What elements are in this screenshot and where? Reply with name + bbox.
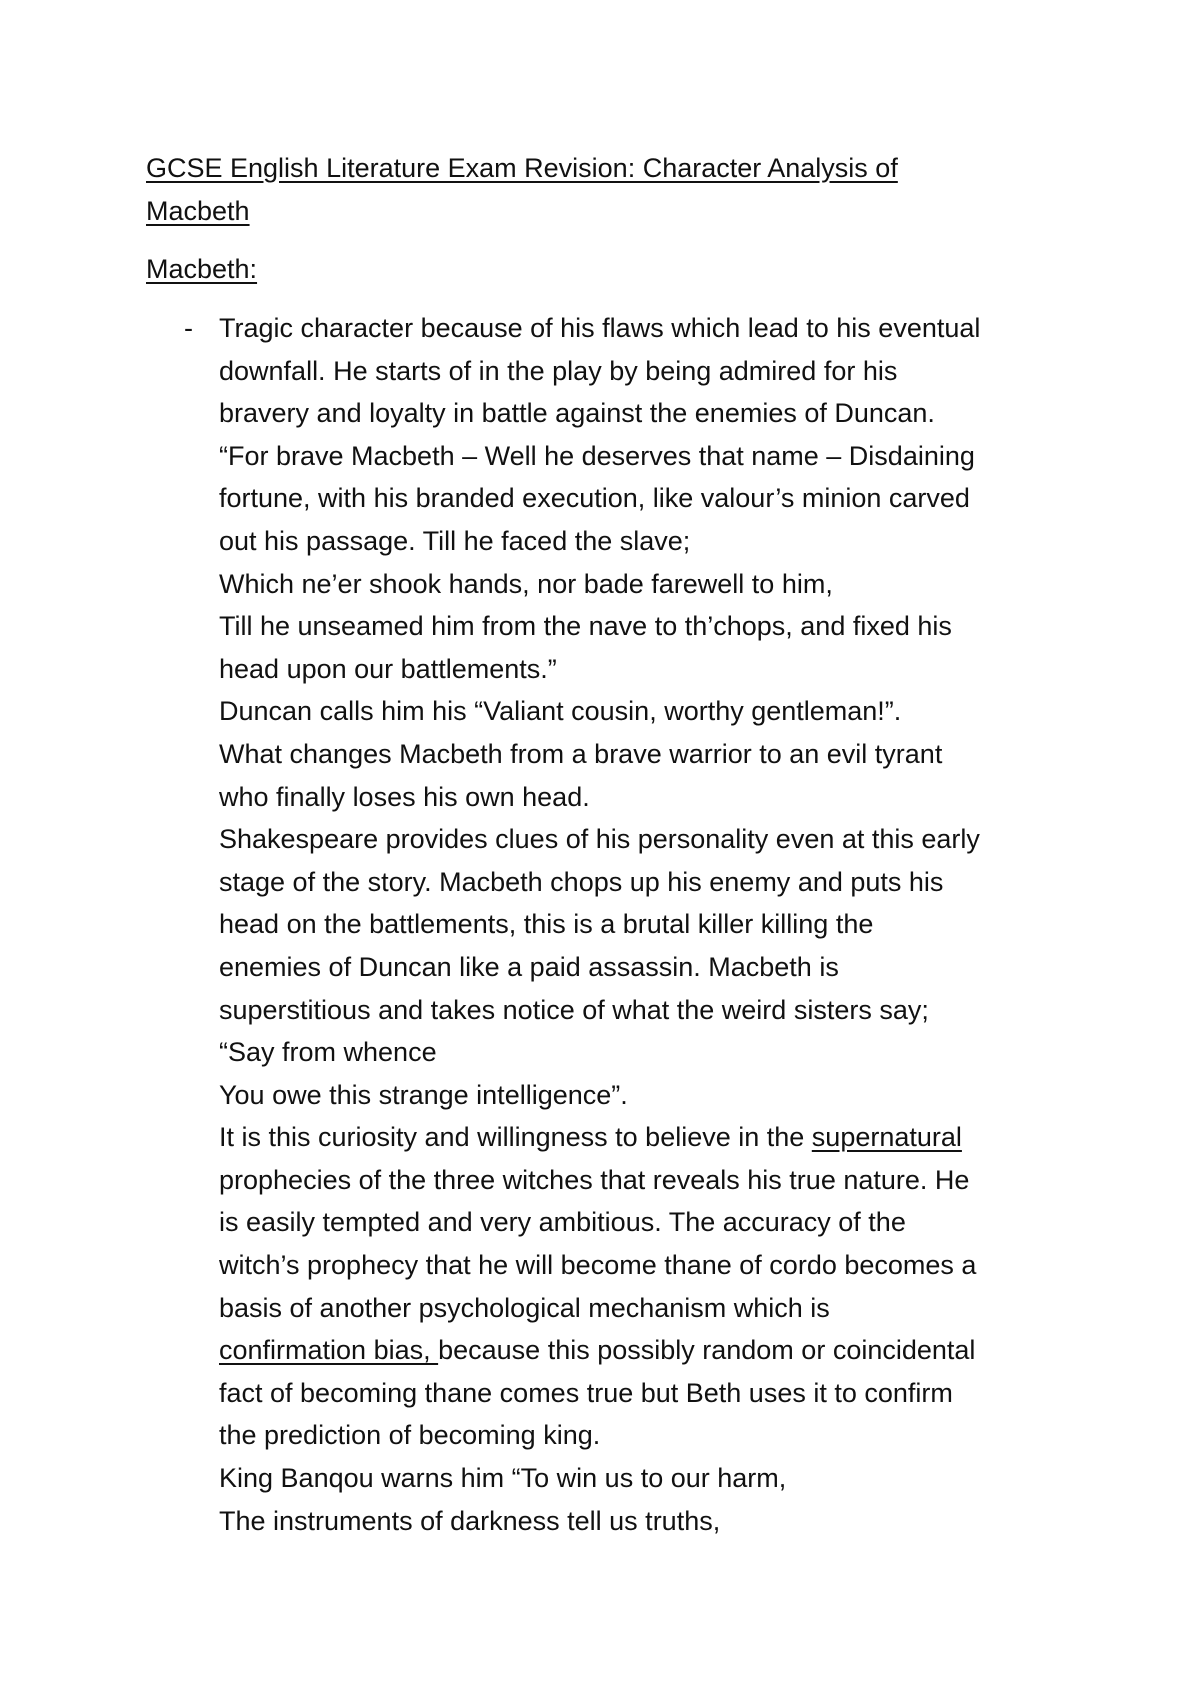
- text-line: [219, 477, 1079, 520]
- underlined-term: confirmation bias,: [219, 1335, 439, 1366]
- text-segment: is easily tempted and very ambitious. The accuracy of the: [219, 1207, 906, 1238]
- text-segment: It is this curiosity and willingness to believe in the: [219, 1122, 812, 1153]
- text-segment: because this possibly random or coincidental: [438, 1335, 976, 1366]
- text-line: [219, 392, 1079, 435]
- text-line: [219, 818, 1079, 861]
- text-segment: King Banqou warns him “To win us to our harm,: [219, 1463, 787, 1494]
- text-line: [219, 946, 1079, 989]
- text-segment: The instruments of darkness tell us truths,: [219, 1505, 721, 1536]
- text-segment: fact of becoming thane comes true but Beth uses it to confirm: [219, 1377, 953, 1408]
- section-heading: Macbeth:: [146, 254, 258, 284]
- text-line: [219, 307, 1079, 350]
- text-line: [219, 1287, 1079, 1330]
- text-segment: Which ne’er shook hands, nor bade farewell to him,: [219, 568, 833, 599]
- text-line: [219, 520, 1079, 563]
- text-segment: prophecies of the three witches that reveals his true nature. He: [219, 1164, 970, 1195]
- text-segment: head on the battlements, this is a brutal killer killing the: [219, 909, 874, 940]
- text-line: [219, 563, 1079, 606]
- text-line: [219, 1329, 1079, 1372]
- text-line: [219, 1372, 1079, 1415]
- text-segment: basis of another psychological mechanism which is: [219, 1292, 830, 1323]
- text-segment: Shakespeare provides clues of his personality even at this early: [219, 824, 980, 855]
- text-line: [219, 903, 1079, 946]
- underlined-term: supernatural: [811, 1122, 962, 1153]
- text-segment: out his passage. Till he faced the slave;: [219, 525, 691, 556]
- title-line: Macbeth: [146, 195, 250, 226]
- text-segment: fortune, with his branded execution, like valour’s minion carved: [219, 483, 970, 514]
- text-segment: What changes Macbeth from a brave warrior to an evil tyrant: [219, 738, 943, 769]
- text-line: [219, 435, 1079, 478]
- text-line: [219, 1500, 1079, 1543]
- text-segment: Duncan calls him his “Valiant cousin, worthy gentleman!”.: [219, 696, 902, 727]
- text-line: [219, 776, 1079, 819]
- text-line: [219, 1201, 1079, 1244]
- title-line: GCSE English Literature Exam Revision: Character Analysis of: [146, 153, 898, 183]
- text-segment: Till he unseamed him from the nave to th’chops, and fixed his: [219, 611, 952, 642]
- text-segment: head upon our battlements.”: [219, 653, 557, 684]
- text-line: [219, 1116, 1079, 1159]
- text-segment: who finally loses his own head.: [219, 781, 590, 812]
- text-segment: bravery and loyalty in battle against the enemies of Duncan.: [219, 398, 935, 429]
- text-line: [219, 1244, 1079, 1287]
- text-line: [219, 989, 1079, 1032]
- text-line: [219, 733, 1079, 776]
- text-line: [219, 1074, 1079, 1117]
- text-segment: “For brave Macbeth – Well he deserves that name – Disdaining: [219, 440, 975, 471]
- text-segment: enemies of Duncan like a paid assassin. Macbeth is: [219, 951, 839, 982]
- text-line: [219, 350, 1079, 393]
- document-title: [146, 147, 966, 232]
- text-line: [219, 1159, 1079, 1202]
- text-segment: “Say from whence: [219, 1037, 437, 1068]
- body-text: [219, 307, 1079, 1542]
- text-segment: superstitious and takes notice of what the weird sisters say;: [219, 994, 929, 1025]
- text-line: [219, 1414, 1079, 1457]
- text-segment: the prediction of becoming king.: [219, 1420, 601, 1451]
- text-segment: stage of the story. Macbeth chops up his enemy and puts his: [219, 866, 944, 897]
- text-line: [219, 1031, 1079, 1074]
- text-segment: downfall. He starts of in the play by being admired for his: [219, 355, 898, 386]
- text-segment: Tragic character because of his flaws which lead to his eventual: [219, 313, 981, 343]
- text-line: [219, 648, 1079, 691]
- text-segment: You owe this strange intelligence”.: [219, 1079, 628, 1110]
- text-segment: witch’s prophecy that he will become thane of cordo becomes a: [219, 1250, 977, 1281]
- text-line: [219, 1457, 1079, 1500]
- text-line: [219, 605, 1079, 648]
- text-line: [219, 861, 1079, 904]
- bullet-marker: -: [184, 313, 193, 343]
- text-line: [219, 690, 1079, 733]
